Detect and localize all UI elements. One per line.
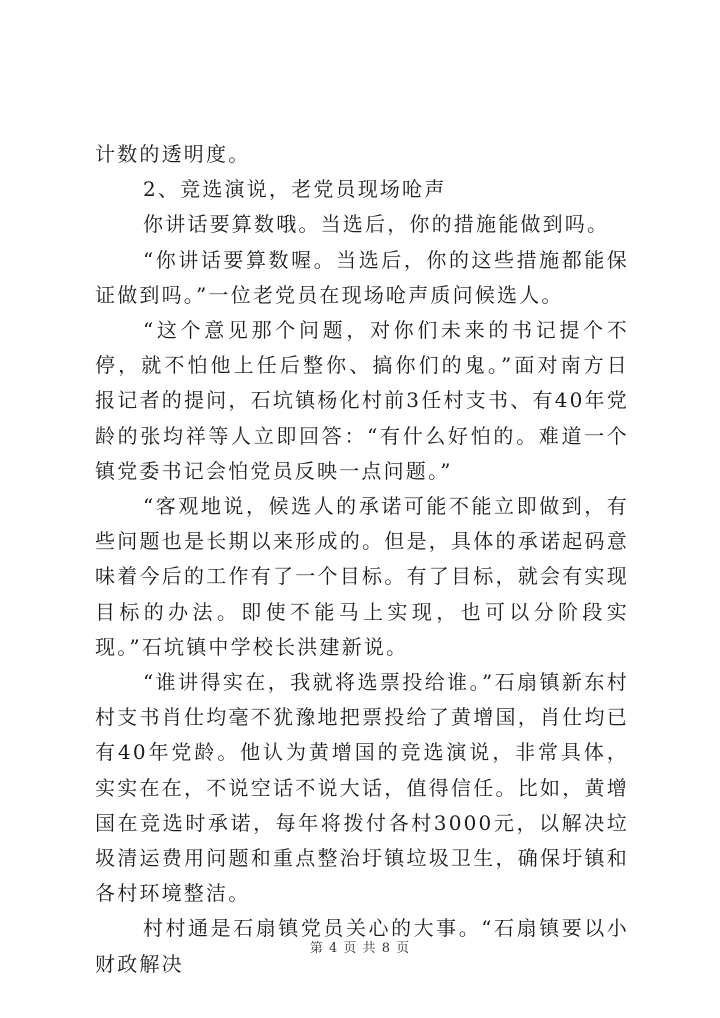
paragraph-quote-hong: “客观地说，候选人的承诺可能不能立即做到，有些问题也是长期以来形成的。但是，具体的承诺起码意味着今后的工作有了一个目标。有了目标，就会有实现目标的办法。即使不能马上实现，也可以分阶段实现。”石坑镇中学校长洪建新说。: [95, 494, 629, 659]
paragraph-quote-xiao: “谁讲得实在，我就将选票投给谁。”石扇镇新东村村支书肖仕均毫不犹豫地把票投给了黄增国，肖仕均已有40年党龄。他认为黄增国的竞选演说，非常具体，实实在在，不说空话不说大话，值得信任。比如，黄增国在竞选时承诺，每年将拨付各村3000元，以解决垃圾清运费用问题和重点整治圩镇垃圾卫生，确保圩镇和各村环境整洁。: [95, 670, 629, 906]
section-heading: 2、竞选演说，老党员现场呛声: [143, 177, 447, 202]
paragraph-lead: 你讲话要算数哦。当选后，你的措施能做到吗。: [143, 212, 610, 237]
paragraph-continuation: 计数的透明度。: [95, 142, 251, 166]
document-body: [95, 137, 629, 982]
paragraph-quote-zhang: “这个意见那个问题，对你们未来的书记提个不停，就不怕他上任后整你、搞你们的鬼。”面对南方日报记者的提问，石坑镇杨化村前3任村支书、有40年党龄的张均祥等人立即回答：“有什么好怕的。难道一个镇党委书记会怕党员反映一点问题。”: [95, 318, 629, 483]
paragraph-village-roads: 村村通是石扇镇党员关心的大事。“石扇镇要以小财政解决: [95, 916, 629, 976]
page-number-footer: 第 4 页 共 8 页: [309, 941, 411, 956]
paragraph-quote-party-member: “你讲话要算数喔。当选后，你的这些措施都能保证做到吗。”一位老党员在现场呛声质问候选人。: [95, 247, 629, 307]
